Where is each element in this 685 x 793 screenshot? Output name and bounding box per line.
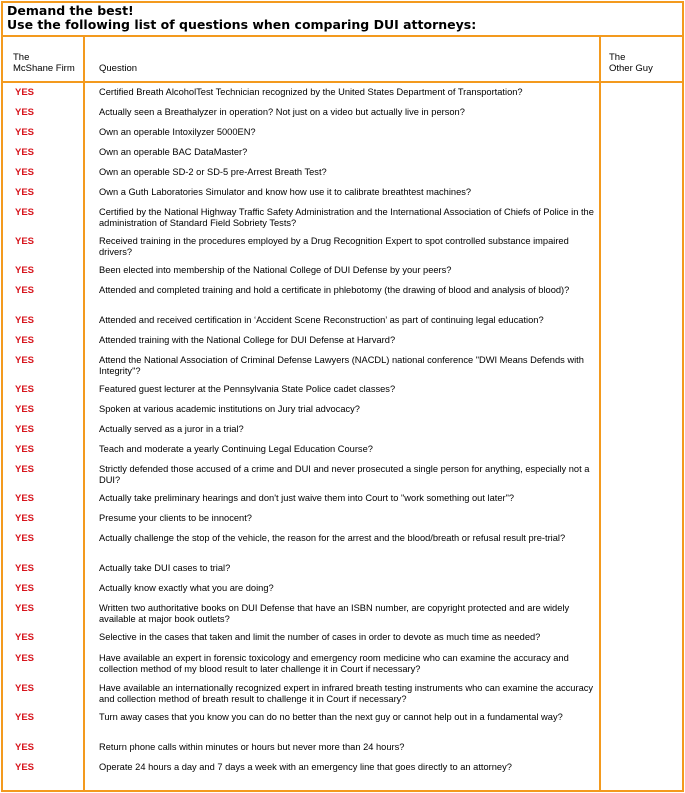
answer-yes: YES (15, 167, 35, 178)
answer-yes: YES (15, 683, 35, 694)
answer-yes: YES (15, 147, 35, 158)
answer-yes: YES (15, 513, 35, 524)
question-text: Operate 24 hours a day and 7 days a week with an emergency line that goes directly to an attorney? (99, 762, 512, 772)
answer-yes: YES (15, 355, 35, 366)
question-text: Attended training with the National College for DUI Defense at Harvard? (99, 335, 396, 345)
answer-yes: YES (15, 424, 35, 435)
question-text: Received training in the procedures employed by a Drug Recognition Expert to spot controlled substance impaired drivers? (99, 236, 569, 257)
answer-yes: YES (15, 335, 35, 346)
answer-yes: YES (15, 236, 35, 247)
heading-line-1: Demand the best! (7, 3, 134, 18)
column-divider-other (599, 36, 601, 790)
answer-yes: YES (15, 285, 35, 296)
answer-yes: YES (15, 187, 35, 198)
question-text: Spoken at various academic institutions on Jury trial advocacy? (99, 404, 360, 414)
question-text: Teach and moderate a yearly Continuing Legal Education Course? (99, 444, 373, 454)
question-text: Own a Guth Laboratories Simulator and know how use it to calibrate breathtest machines? (99, 187, 472, 197)
question-text: Featured guest lecturer at the Pennsylvania State Police cadet classes? (99, 384, 396, 394)
question-text: Turn away cases that you know you can do no better than the next guy or cannot help out in a fundamental way? (99, 712, 563, 722)
answer-yes: YES (15, 127, 35, 138)
question-text: Written two authoritative books on DUI Defense that have an ISBN number, are copyright protected and are widely available at major book outlets? (99, 603, 570, 624)
question-text: Own an operable SD-2 or SD-5 pre-Arrest Breath Test? (99, 167, 327, 177)
column-header-other-line-2: Other Guy (609, 63, 653, 74)
answer-yes: YES (15, 762, 35, 773)
question-text: Actually know exactly what you are doing? (99, 583, 274, 593)
question-text: Have available an expert in forensic toxicology and emergency room medicine who can examine the accuracy and collection method of my blood result to later challenge it in Court if necessary? (99, 653, 569, 674)
question-text: Actually take DUI cases to trial? (99, 563, 231, 573)
question-text: Strictly defended those accused of a crime and DUI and never prosecuted a single person for anything, especially not a DUI? (99, 464, 590, 485)
answer-yes: YES (15, 583, 35, 594)
question-text: Own an operable BAC DataMaster? (99, 147, 248, 157)
answer-yes: YES (15, 404, 35, 415)
answer-yes: YES (15, 653, 35, 664)
question-text: Certified Breath AlcoholTest Technician recognized by the United States Department of Transportation? (99, 87, 523, 97)
answer-yes: YES (15, 742, 35, 753)
answer-yes: YES (15, 444, 35, 455)
column-header-firm (13, 52, 75, 74)
question-text: Attend the National Association of Criminal Defense Lawyers (NACDL) national conference "DWI Means Defends with Integrity"? (99, 355, 584, 376)
answer-yes: YES (15, 265, 35, 276)
question-text: Been elected into membership of the National College of DUI Defense by your peers? (99, 265, 452, 275)
answer-yes: YES (15, 603, 35, 614)
answer-yes: YES (15, 384, 35, 395)
column-header-question: Question (99, 63, 138, 74)
answer-yes: YES (15, 563, 35, 574)
question-text: Actually seen a Breathalyzer in operation? Not just on a video but actually live in person? (99, 107, 465, 117)
answer-yes: YES (15, 87, 35, 98)
column-divider-firm (83, 36, 85, 790)
header-divider (3, 81, 682, 83)
heading-divider (3, 35, 682, 37)
column-header-firm-line-1: The (13, 52, 30, 63)
answer-yes: YES (15, 207, 35, 218)
question-text: Certified by the National Highway Traffic Safety Administration and the International Association of Chiefs of Police in the administration of Standard Field Sobriety Tests? (99, 207, 594, 228)
question-text: Selective in the cases that taken and limit the number of cases in order to devote as much time as needed? (99, 632, 541, 642)
column-header-firm-line-2: McShane Firm (13, 63, 75, 74)
answer-yes: YES (15, 533, 35, 544)
page-heading (7, 4, 677, 32)
comparison-table (1, 1, 684, 792)
answer-yes: YES (15, 107, 35, 118)
answer-yes: YES (15, 464, 35, 475)
answer-yes: YES (15, 493, 35, 504)
question-text: Have available an internationally recognized expert in infrared breath testing instruments who can examine the accuracy and collection method of breath result to challenge it in Court if necessary? (99, 683, 594, 704)
question-text: Own an operable Intoxilyzer 5000EN? (99, 127, 256, 137)
answer-yes: YES (15, 632, 35, 643)
question-text: Attended and completed training and hold a certificate in phlebotomy (the drawing of blood and analysis of blood)? (99, 285, 570, 295)
answer-yes: YES (15, 315, 35, 326)
column-header-other-line-1: The (609, 52, 626, 63)
question-text: Actually served as a juror in a trial? (99, 424, 244, 434)
question-text: Attended and received certification in ‘Accident Scene Reconstruction’ as part of continuing legal education? (99, 315, 544, 325)
question-text: Actually take preliminary hearings and don't just waive them into Court to "work something out later"? (99, 493, 515, 503)
column-header-other (609, 52, 653, 74)
question-text: Actually challenge the stop of the vehicle, the reason for the arrest and the blood/breath or refusal result pre-trial? (99, 533, 566, 543)
answer-yes: YES (15, 712, 35, 723)
question-text: Return phone calls within minutes or hours but never more than 24 hours? (99, 742, 405, 752)
heading-line-2: Use the following list of questions when comparing DUI attorneys: (7, 17, 477, 32)
question-text: Presume your clients to be innocent? (99, 513, 252, 523)
